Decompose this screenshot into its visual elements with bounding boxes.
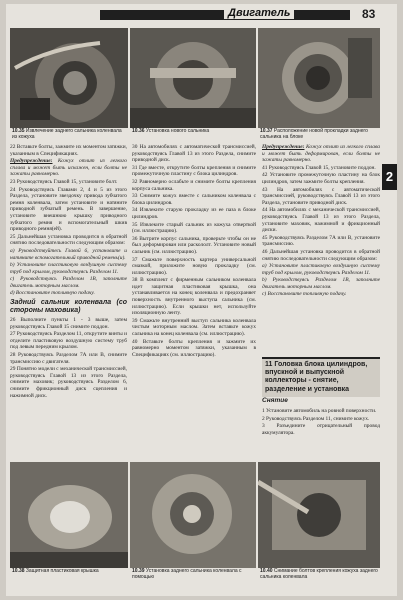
paragraph: 32 Равномерно ослабьте и снимите болты крепления корпуса сальника.: [132, 178, 256, 192]
photo-caption: 10.38 Защитная пластиковая крышка: [10, 568, 128, 580]
list-item: b) Руководствуясь Разделом 1В, заполните двигатель моторным маслом.: [262, 277, 380, 290]
paragraph: 37 Смажьте поверхность картера универсальной смазкой, приложите новую прокладку (см. иллюстрацию).: [132, 256, 256, 276]
paragraph: 3 Разъедините отрицательный провод аккумулятора.: [262, 423, 380, 436]
photo-10-38: [10, 462, 128, 580]
subsection-heading: Снятие: [262, 397, 288, 404]
list-item: d) Восстановите топливную подачу.: [10, 290, 95, 297]
text-column-1: [10, 144, 127, 400]
photo-image: [10, 462, 128, 568]
paragraph: 1 Установите автомобиль на ровной поверхности.: [262, 408, 377, 414]
list-item: a) Руководствуйтесь Главой 6, установите и натяните вспомогательный приводной ремень(и).: [10, 247, 127, 261]
photo-caption: 10.40 Снимание болтов крепления кожуха заднего сальника коленвала: [258, 568, 380, 580]
photo-image: [130, 462, 256, 568]
paragraph: 24 Руководствуясь Главами 2, 4 и 5 из этого Раздела, установите звездочку привода зубчатого ремня коленвала, затем установите и натяните приводной зубчатый ремень. В завершение, установите внешнюю крышку приводного зубчатого ремня и вспомогательный шкив приводного ремня(ей).: [10, 186, 127, 233]
section-heading-11: 11 Головка блока цилиндров, впускной и выпускной коллекторы - снятие, разделение и установка: [262, 357, 380, 397]
paragraph: 25 Дальнейшая установка проводится в обратной снятию последовательности следующим образом:: [10, 233, 127, 247]
list-item: c) Руководствуясь Разделом 1В, заполните двигатель моторным маслом.: [10, 276, 127, 289]
paragraph: 45 Руководствуясь Разделом 7А или В, установите трансмиссию.: [262, 234, 380, 248]
paragraph: 30 На автомобилях с автоматической трансмиссией, руководствуясь Главой 13 из этого Раздела, снимите приводной диск.: [132, 144, 256, 164]
chapter-tab: 2: [382, 164, 397, 190]
paragraph: 23 Руководствуясь Главой 15, установите болт.: [10, 178, 118, 185]
paragraph: 40 Вставьте болты крепления и зажмите их равномерно моментом затяжки, указанным в Спецификациях (см. иллюстрацию).: [132, 338, 256, 358]
text-column-3-lower: [262, 408, 380, 437]
paragraph: 41 Руководствуясь Главой 15, установите поддон.: [262, 164, 376, 171]
photo-10-35: [10, 28, 128, 140]
paragraph: 38 В комплект с фирменным сальником коленвала идет защитная пластиковая крышка, она устанавливается на конец коленвала и предохраняет поверхность внутренного выступа сальника (см. иллюстрацию). Если крышки нет, используйте изоляционную ленту.: [132, 277, 256, 317]
photo-caption: 10.37 Расположение новой прокладки заднего сальника на блоке: [258, 128, 380, 140]
photo-caption: 10.35 Извлечение заднего сальника коленвала из кожуха: [10, 128, 128, 140]
photo-caption: 10.39 Установка заднего сальника коленвала с помощью: [130, 568, 256, 580]
paragraph: 28 Руководствуясь Разделом 7А или В, снимите трансмиссию с двигателя.: [10, 352, 127, 365]
photo-10-36: [130, 28, 256, 140]
warning-note: Предупреждение: Кожух отлит из легкого сплава и может быть искажен, если болты не зажаты равномерно.: [10, 158, 127, 178]
photo-image: [10, 28, 128, 128]
paragraph: 31 Где вместе, открутите болты крепления и снимите промежуточную пластину с блока цилиндров.: [132, 164, 256, 178]
paragraph: 22 Вставьте болты, зажмите их моментом затяжки, указанным в Спецификациях.: [10, 144, 127, 157]
paragraph: 34 Извлеките старую прокладку из ее паза в блоке цилиндров.: [132, 207, 256, 220]
paragraph: 26 Выполните пункты 1 - 3 выше, затем руководствуясь Главой 15 снимите поддон.: [10, 317, 127, 330]
paragraph: 46 Дальнейшая установка проводится в обратной снятию последовательности следующим образом:: [262, 248, 380, 262]
list-item: c) Восстановите топливную подачу.: [262, 291, 347, 298]
photo-caption: 10.36 Установка нового сальника: [130, 128, 256, 140]
photo-10-37: [258, 28, 380, 140]
paragraph: 35 Извлеките старый сальник из кожуха отверткой (см. иллюстрацию).: [132, 221, 256, 235]
paragraph: 33 Снимите кожух вместе с сальником коленвала с блока цилиндров.: [132, 193, 256, 206]
photo-10-39: [130, 462, 256, 580]
warning-note: Предупреждение: Кожух отлит из легкого сплава и может быть деформирован, если болты не зажаты равномерно.: [262, 144, 380, 164]
list-item: a) Установите пластиковую воздушную систему труб под крылом, руководствуясь Разделом 11.: [262, 263, 380, 276]
subsection-heading: Задний сальник коленвала (со стороны маховика): [10, 299, 127, 315]
page-number: 83: [362, 7, 376, 21]
page-header: [6, 4, 397, 26]
paragraph: 39 Смажьте внутренний выступ сальника коленвала чистым моторным маслом. Затем вставьте кожух сальника на конец коленвала (см. иллюстрацию).: [132, 317, 256, 338]
paragraph: 36 Вытрите корпус сальника, проверьте чтобы он не был деформирован или раскололт. Установите новый сальник (см. иллюстрацию).: [132, 235, 256, 255]
paragraph: 29 Понятно модели с механической трансмиссией, руководствуясь Главой 13 из этого Раздела, снимите маховик; руководствуясь Разделом 6, снимите фрикционный диск сцепления и нажимной диск.: [10, 366, 127, 399]
paragraph: 27 Руководствуясь Разделом 11, открутите винты и отделите пластиковую воздушную систему труб под левым передним крылом.: [10, 331, 127, 351]
paragraph: 43 На автомобилях с автоматической трансмиссией, руководствуясь Главой 13 из этого Раздела, установите приводной диск.: [262, 186, 380, 206]
photo-image: [258, 28, 380, 128]
list-item: b) Установите пластиковую воздушную систему труб под крылом, руководствуясь Разделом 11.: [10, 262, 127, 275]
text-column-3: [262, 144, 380, 299]
photo-10-40: [258, 462, 380, 580]
paragraph: 42 Установите промежуточную пластину на блок цилиндров, затем зажмите болты крепления.: [262, 172, 380, 185]
chapter-title: Двигатель: [224, 7, 294, 19]
text-column-2: [132, 144, 256, 359]
paragraph: 44 На автомобилях с механической трансмиссией, руководствуясь Главой 13 из этого Раздела, установите маховик, нажимной и фрикционный диски.: [262, 207, 380, 234]
photo-image: [130, 28, 256, 128]
photo-image: [258, 462, 380, 568]
manual-page: [6, 4, 397, 596]
paragraph: 2 Руководствуясь Разделом 11, снимите кожух.: [262, 415, 370, 422]
